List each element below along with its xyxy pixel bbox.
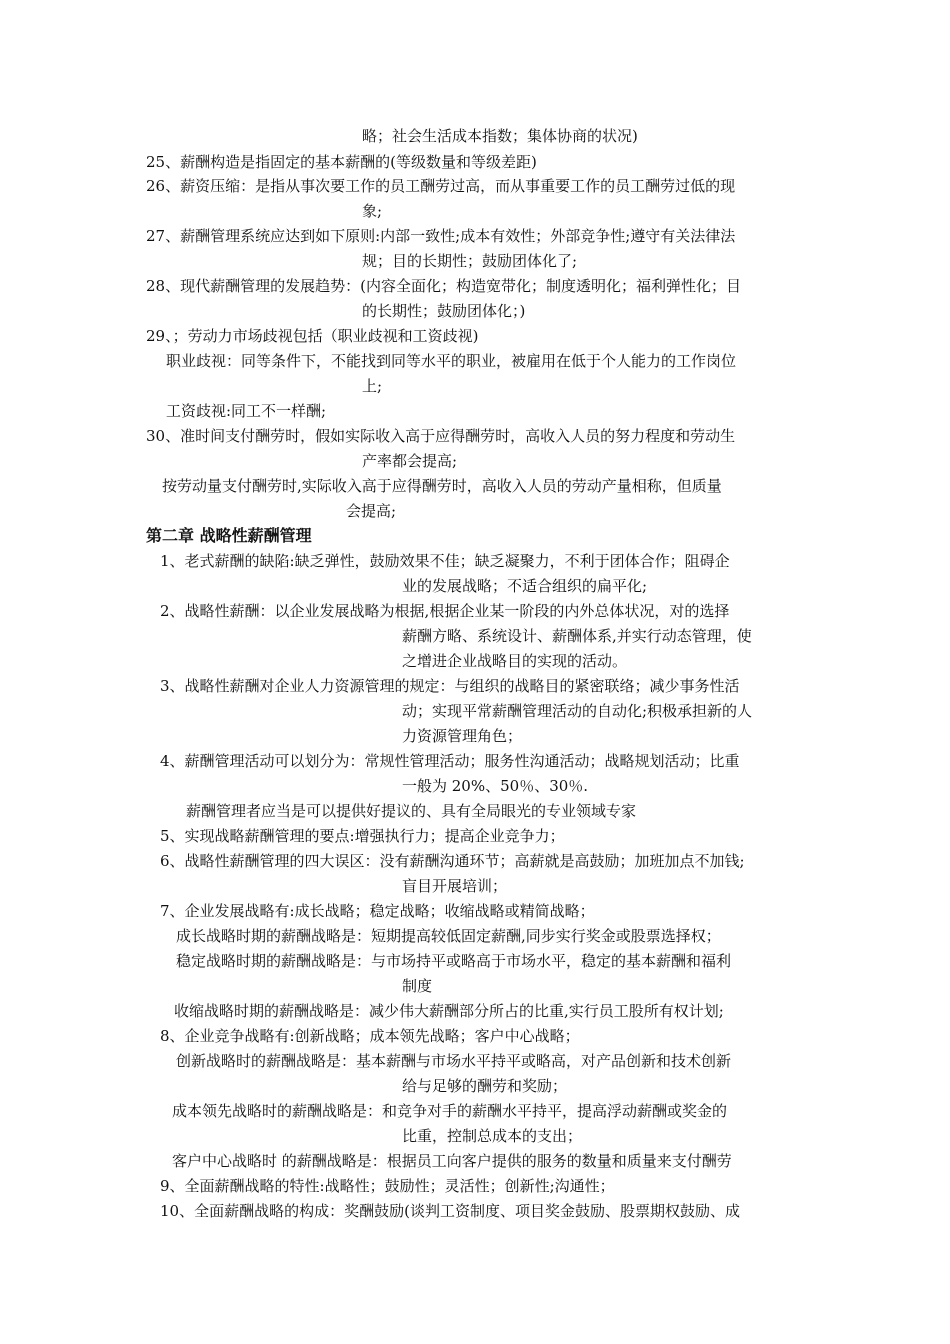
- text-line: 按劳动量支付酬劳时,实际收入高于应得酬劳时，高收入人员的劳动产量相称，但质量: [162, 477, 722, 495]
- text-line: 收缩战略时期的薪酬战略是：减少伟大薪酬部分所占的比重,实行员工股所有权计划;: [174, 1002, 724, 1020]
- text-line: 上;: [362, 377, 383, 395]
- text-line: 5、实现战略薪酬管理的要点:增强执行力；提高企业竞争力；: [160, 827, 565, 845]
- text-line: 27、薪酬管理系统应达到如下原则:内部一致性;成本有效性；外部竞争性;遵守有关法律法: [146, 227, 736, 245]
- text-line: 制度: [402, 977, 433, 995]
- text-line: 9、全面薪酬战略的特性:战略性；鼓励性；灵活性；创新性;沟通性；: [160, 1177, 615, 1195]
- text-line: 薪酬方略、系统设计、薪酬体系,并实行动态管理，使: [402, 627, 752, 645]
- text-line: 29、；劳动力市场歧视包括（职业歧视和工资歧视): [146, 327, 479, 345]
- text-line: 成本领先战略时的薪酬战略是：和竞争对手的薪酬水平持平，提高浮动薪酬或奖金的: [172, 1102, 728, 1120]
- text-line: 25、薪酬构造是指固定的基本薪酬的(等级数量和等级差距): [146, 153, 537, 171]
- text-line: 2、战略性薪酬：以企业发展战略为根据,根据企业某一阶段的内外总体状况，对的选择: [160, 602, 730, 620]
- text-line: 象;: [362, 202, 383, 220]
- text-line: 产率都会提高;: [362, 452, 458, 470]
- text-line: 一般为 20%、50％、30％.: [402, 777, 589, 795]
- text-line: 30、准时间支付酬劳时，假如实际收入高于应得酬劳时，高收入人员的努力程度和劳动生: [146, 427, 736, 445]
- text-line: 薪酬管理者应当是可以提供好提议的、具有全局眼光的专业领域专家: [186, 802, 637, 820]
- text-line: 的长期性；鼓励团体化；): [362, 302, 526, 320]
- text-line: 6、战略性薪酬管理的四大误区：没有薪酬沟通环节；高薪就是高鼓励；加班加点不加钱;: [160, 852, 745, 870]
- text-line: 26、薪资压缩：是指从事次要工作的员工酬劳过高，而从事重要工作的员工酬劳过低的现: [146, 177, 736, 195]
- text-line: 3、战略性薪酬对企业人力资源管理的规定：与组织的战略目的紧密联络；减少事务性活: [160, 677, 740, 695]
- chapter-heading: 第二章 战略性薪酬管理: [146, 526, 312, 545]
- text-line: 10、全面薪酬战略的构成：奖酬鼓励(谈判工资制度、项目奖金鼓励、股票期权鼓励、成: [160, 1202, 740, 1220]
- text-line: 业的发展战略；不适合组织的扁平化;: [402, 577, 648, 595]
- text-line: 给与足够的酬劳和奖励；: [402, 1077, 568, 1095]
- text-line: 工资歧视:同工不一样酬;: [166, 402, 327, 420]
- text-line: 比重，控制总成本的支出；: [402, 1127, 583, 1145]
- text-line: 28、现代薪酬管理的发展趋势：(内容全面化；构造宽带化；制度透明化；福利弹性化；目: [146, 277, 741, 295]
- text-line: 4、薪酬管理活动可以划分为：常规性管理活动；服务性沟通活动；战略规划活动；比重: [160, 752, 740, 770]
- text-line: 职业歧视：同等条件下，不能找到同等水平的职业，被雇用在低于个人能力的工作岗位: [166, 352, 737, 370]
- text-line: 略；社会生活成本指数；集体协商的状况): [362, 127, 638, 145]
- text-line: 动；实现平常薪酬管理活动的自动化;积极承担新的人: [402, 702, 753, 720]
- text-line: 规；目的长期性；鼓励团体化了;: [362, 252, 578, 270]
- text-line: 1、老式薪酬的缺陷:缺乏弹性，鼓励效果不佳；缺乏凝聚力，不利于团体合作；阻碍企: [160, 552, 730, 570]
- text-line: 7、企业发展战略有:成长战略；稳定战略；收缩战略或精简战略；: [160, 902, 595, 920]
- text-line: 之增进企业战略目的实现的活动。: [402, 652, 628, 670]
- text-line: 力资源管理角色；: [402, 727, 523, 745]
- text-line: 盲目开展培训；: [402, 877, 508, 895]
- text-line: 8、企业竞争战略有:创新战略；成本领先战略；客户中心战略；: [160, 1027, 580, 1045]
- text-line: 会提高;: [346, 502, 397, 520]
- text-line: 稳定战略时期的薪酬战略是：与市场持平或略高于市场水平，稳定的基本薪酬和福利: [176, 952, 732, 970]
- text-line: 客户中心战略时 的薪酬战略是：根据员工向客户提供的服务的数量和质量来支付酬劳: [172, 1152, 732, 1170]
- text-line: 成长战略时期的薪酬战略是：短期提高较低固定薪酬,同步实行奖金或股票选择权；: [176, 927, 721, 945]
- text-line: 创新战略时的薪酬战略是：基本薪酬与市场水平持平或略高，对产品创新和技术创新: [176, 1052, 732, 1070]
